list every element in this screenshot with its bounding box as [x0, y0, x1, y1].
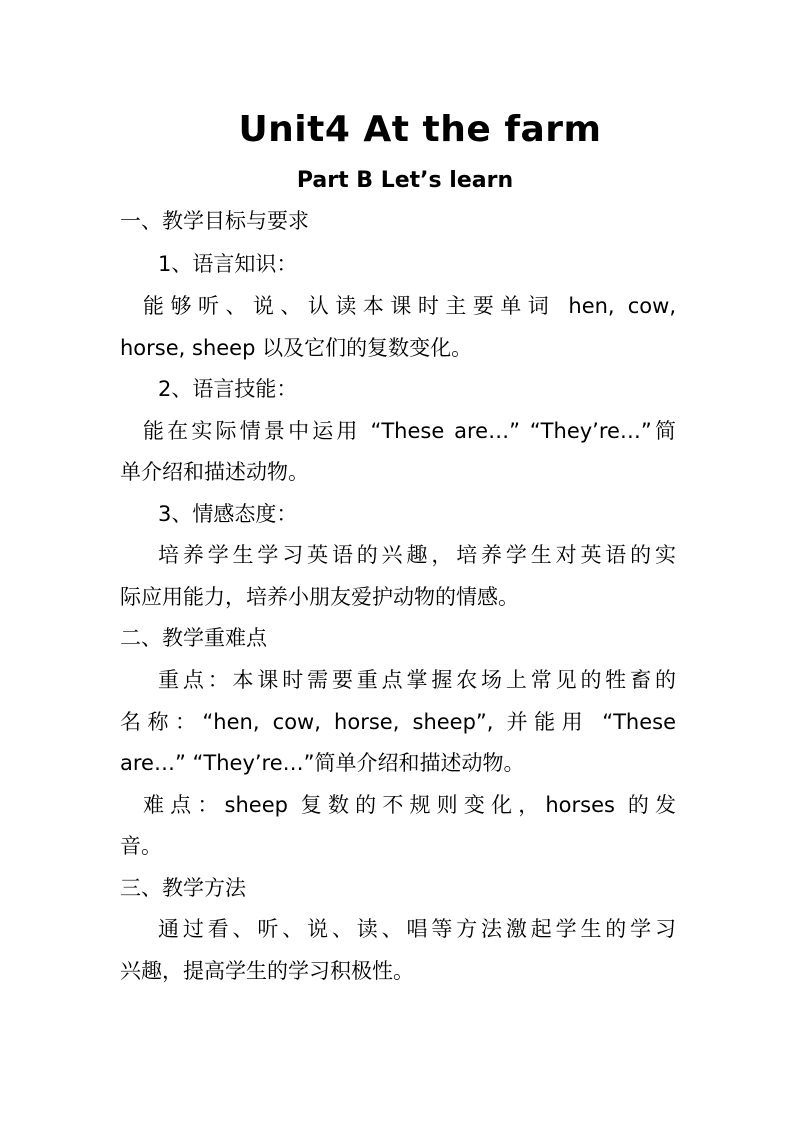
- paragraph-line: 能在实际情景中运用 “These are…” “They’re…”简: [143, 419, 676, 443]
- paragraph-line: 培养学生学习英语的兴趣，培养学生对英语的实: [158, 543, 676, 567]
- paragraph-line: 难点：sheep 复数的不规则变化，horses 的发: [143, 793, 676, 817]
- document-subtitle: Part B Let’s learn: [296, 168, 514, 193]
- subheading-language-knowledge: 1、语言知识：: [158, 252, 298, 276]
- section-heading-key-points: 二、教学重难点: [120, 626, 267, 650]
- subheading-language-skills: 2、语言技能：: [158, 377, 298, 401]
- document-title: Unit4 At the farm: [238, 109, 602, 150]
- subheading-attitude: 3、情感态度：: [158, 502, 298, 526]
- paragraph-line: are…” “They’re…”简单介绍和描述动物。: [120, 751, 525, 775]
- paragraph-line: 兴趣，提高学生的学习积极性。: [120, 959, 414, 983]
- section-heading-objectives: 一、教学目标与要求: [120, 209, 309, 233]
- paragraph-line: 重点：本课时需要重点掌握农场上常见的牲畜的: [158, 668, 676, 692]
- paragraph-line: 单介绍和描述动物。: [120, 460, 309, 484]
- paragraph-line: 音。: [120, 834, 162, 858]
- paragraph-line: 能够听、说、认读本课时主要单词 hen, cow,: [143, 294, 676, 318]
- paragraph-line: 际应用能力，培养小朋友爱护动物的情感。: [120, 585, 519, 609]
- section-heading-methods: 三、教学方法: [120, 876, 246, 900]
- paragraph-line: horse, sheep 以及它们的复数变化。: [120, 336, 473, 360]
- paragraph-line: 名称：“hen, cow, horse, sheep”, 并能用 “These: [120, 710, 676, 734]
- paragraph-line: 通过看、听、说、读、唱等方法激起学生的学习: [158, 917, 676, 941]
